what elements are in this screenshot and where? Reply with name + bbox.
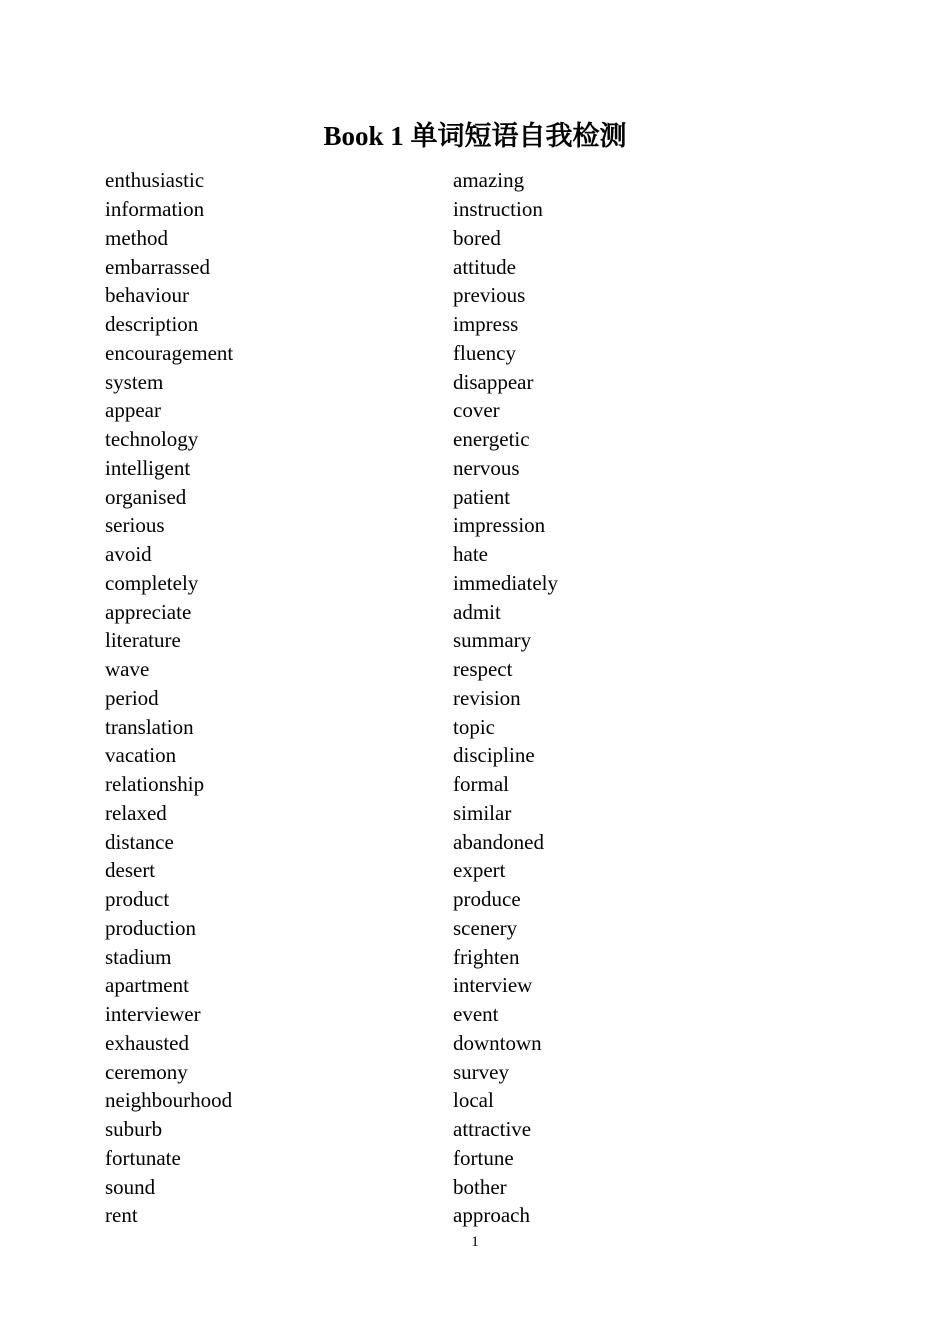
word-row bbox=[105, 425, 825, 454]
word-row bbox=[105, 339, 825, 368]
word-left: sound bbox=[105, 1174, 156, 1199]
word-right: event bbox=[453, 1002, 499, 1027]
word-row bbox=[105, 166, 825, 195]
word-left: encouragement bbox=[105, 340, 234, 365]
word-row bbox=[105, 741, 825, 770]
word-right: similar bbox=[453, 800, 512, 825]
word-right: survey bbox=[453, 1059, 509, 1084]
word-right: impression bbox=[453, 513, 546, 538]
word-right: hate bbox=[453, 542, 488, 567]
word-right: revision bbox=[453, 685, 521, 710]
word-left: distance bbox=[105, 829, 174, 854]
word-left: desert bbox=[105, 858, 156, 883]
word-row bbox=[105, 252, 825, 281]
word-right: downtown bbox=[453, 1030, 542, 1055]
word-list bbox=[105, 166, 825, 1230]
word-row bbox=[105, 1057, 825, 1086]
word-left: ceremony bbox=[105, 1059, 188, 1084]
word-left: vacation bbox=[105, 743, 177, 768]
word-right: expert bbox=[453, 858, 506, 883]
word-left: description bbox=[105, 312, 199, 337]
word-row bbox=[105, 885, 825, 914]
word-right: discipline bbox=[453, 743, 535, 768]
word-right: instruction bbox=[453, 197, 543, 222]
word-row bbox=[105, 1201, 825, 1230]
word-left: apartment bbox=[105, 973, 189, 998]
word-left: technology bbox=[105, 427, 199, 452]
word-left: rent bbox=[105, 1203, 138, 1228]
word-right: attractive bbox=[453, 1117, 532, 1142]
page-title: Book 1 单词短语自我检测 bbox=[323, 121, 627, 151]
word-right: bother bbox=[453, 1174, 507, 1199]
word-row bbox=[105, 482, 825, 511]
word-left: fortunate bbox=[105, 1145, 181, 1170]
word-right: energetic bbox=[453, 427, 530, 452]
word-row bbox=[105, 655, 825, 684]
word-left: wave bbox=[105, 657, 150, 682]
word-left: completely bbox=[105, 570, 199, 595]
word-left: enthusiastic bbox=[105, 168, 205, 193]
word-row bbox=[105, 597, 825, 626]
word-left: serious bbox=[105, 513, 165, 538]
word-right: attitude bbox=[453, 254, 516, 279]
word-row bbox=[105, 684, 825, 713]
word-row bbox=[105, 454, 825, 483]
word-left: appear bbox=[105, 398, 161, 423]
word-left: product bbox=[105, 887, 170, 912]
word-right: approach bbox=[453, 1203, 530, 1228]
word-row bbox=[105, 540, 825, 569]
word-left: method bbox=[105, 225, 168, 250]
word-right: patient bbox=[453, 484, 511, 509]
word-row bbox=[105, 1000, 825, 1029]
word-left: relationship bbox=[105, 772, 205, 797]
word-row bbox=[105, 770, 825, 799]
word-right: fortune bbox=[453, 1145, 514, 1170]
word-right: interview bbox=[453, 973, 533, 998]
word-row bbox=[105, 195, 825, 224]
word-row bbox=[105, 712, 825, 741]
word-right: immediately bbox=[453, 570, 558, 595]
word-right: respect bbox=[453, 657, 513, 682]
word-right: local bbox=[453, 1088, 494, 1113]
word-right: amazing bbox=[453, 168, 525, 193]
word-left: literature bbox=[105, 628, 181, 653]
word-left: interviewer bbox=[105, 1002, 201, 1027]
word-row bbox=[105, 914, 825, 943]
word-row bbox=[105, 799, 825, 828]
word-right: impress bbox=[453, 312, 519, 337]
word-row bbox=[105, 1029, 825, 1058]
word-row bbox=[105, 827, 825, 856]
word-right: topic bbox=[453, 714, 495, 739]
word-row bbox=[105, 569, 825, 598]
word-left: exhausted bbox=[105, 1030, 189, 1055]
word-left: appreciate bbox=[105, 599, 192, 624]
word-right: admit bbox=[453, 599, 501, 624]
word-row bbox=[105, 626, 825, 655]
word-row bbox=[105, 1144, 825, 1173]
word-left: system bbox=[105, 369, 164, 394]
page-number: 1 bbox=[471, 1234, 479, 1250]
word-right: scenery bbox=[453, 915, 518, 940]
word-left: behaviour bbox=[105, 283, 189, 308]
word-right: formal bbox=[453, 772, 509, 797]
word-right: cover bbox=[453, 398, 500, 423]
word-row bbox=[105, 1115, 825, 1144]
word-left: information bbox=[105, 197, 205, 222]
word-left: organised bbox=[105, 484, 187, 509]
word-left: avoid bbox=[105, 542, 152, 567]
word-right: disappear bbox=[453, 369, 534, 394]
word-row bbox=[105, 1172, 825, 1201]
word-left: suburb bbox=[105, 1117, 163, 1142]
word-right: fluency bbox=[453, 340, 516, 365]
word-row bbox=[105, 971, 825, 1000]
word-row bbox=[105, 396, 825, 425]
word-right: produce bbox=[453, 887, 521, 912]
word-left: neighbourhood bbox=[105, 1088, 233, 1113]
word-right: nervous bbox=[453, 455, 520, 480]
word-left: period bbox=[105, 685, 159, 710]
word-right: previous bbox=[453, 283, 526, 308]
word-row bbox=[105, 281, 825, 310]
word-row bbox=[105, 367, 825, 396]
word-right: frighten bbox=[453, 944, 520, 969]
word-row bbox=[105, 1086, 825, 1115]
word-row bbox=[105, 310, 825, 339]
word-row bbox=[105, 224, 825, 253]
word-right: summary bbox=[453, 628, 532, 653]
word-row bbox=[105, 511, 825, 540]
word-row bbox=[105, 856, 825, 885]
word-left: production bbox=[105, 915, 196, 940]
word-left: stadium bbox=[105, 944, 172, 969]
word-left: intelligent bbox=[105, 455, 191, 480]
word-left: embarrassed bbox=[105, 254, 210, 279]
word-left: relaxed bbox=[105, 800, 167, 825]
word-left: translation bbox=[105, 714, 194, 739]
word-row bbox=[105, 942, 825, 971]
word-right: abandoned bbox=[453, 829, 544, 854]
word-right: bored bbox=[453, 225, 501, 250]
